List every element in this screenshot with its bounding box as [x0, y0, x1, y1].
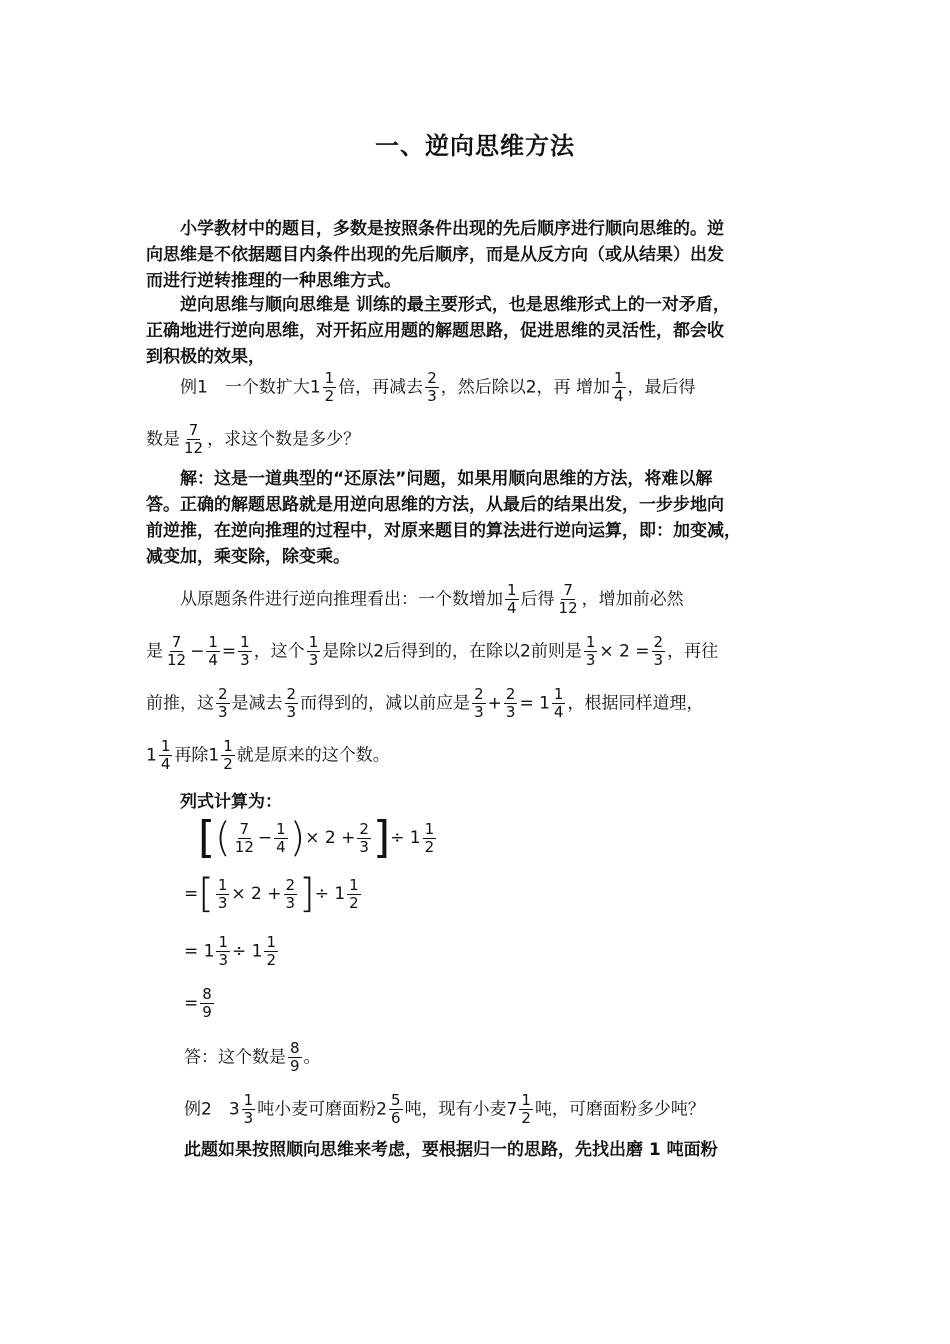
reason-line3	[146, 686, 703, 721]
text-run: 是除以2后得到的，在除以2前则是	[322, 641, 582, 662]
denominator: 2	[424, 837, 435, 856]
operator: = 1	[519, 693, 550, 714]
fraction	[519, 1092, 533, 1127]
numerator: 1	[266, 933, 277, 951]
fraction	[221, 738, 235, 773]
denominator: 2	[266, 951, 277, 969]
operator: +	[487, 693, 502, 714]
denominator: 6	[391, 1109, 401, 1127]
text-run: 答：这个数是	[184, 1047, 286, 1068]
text-run: 例2 3	[184, 1099, 240, 1120]
denominator: 3	[505, 703, 516, 721]
denominator: 2	[349, 893, 359, 912]
text-run: ，求这个数是多少？	[207, 429, 361, 450]
numerator: 1	[424, 819, 435, 838]
operator: ÷ 1	[314, 884, 346, 904]
text-line: 逆向思维与顺向思维是 训练的最主要形式，也是思维形式上的一对矛盾，	[180, 295, 730, 315]
denominator: 3	[474, 703, 484, 721]
text-run: ，增加前必然	[581, 589, 684, 610]
denominator: 3	[308, 651, 319, 669]
numerator: 1	[585, 633, 596, 651]
numerator: 1	[521, 1091, 531, 1109]
numerator: 1	[217, 875, 228, 894]
page-title: 一、逆向思维方法	[375, 132, 575, 160]
numerator: 2	[286, 685, 297, 703]
fraction	[216, 877, 230, 912]
denominator: 3	[243, 1109, 254, 1127]
numerator: 7	[239, 819, 250, 838]
fraction	[200, 986, 214, 1021]
fraction	[557, 582, 580, 617]
text-run: 是	[146, 641, 163, 662]
denominator: 2	[324, 387, 335, 405]
calc-step4	[184, 986, 216, 1021]
text-run: 而得到的，减以前应是	[300, 693, 471, 714]
denominator: 4	[208, 651, 218, 669]
text-line: 解：这是一道典型的“还原法”问题，如果用顺向思维的方法，将难以解	[180, 469, 713, 489]
text-line: 前逆推，在逆向推理的过程中，对原来题目的算法进行逆向运算，即：加变减，	[146, 521, 741, 541]
denominator: 3	[585, 651, 596, 669]
fraction	[264, 934, 278, 969]
denominator: 3	[286, 703, 297, 721]
operator: −	[190, 641, 205, 662]
operator: ÷ 1	[390, 828, 421, 848]
fraction	[425, 370, 439, 405]
fraction	[159, 738, 173, 773]
text-line: 正确地进行逆向思维，对开拓应用题的解题思路，促进思维的灵活性，都会收	[146, 321, 724, 341]
numerator: 1	[223, 737, 233, 755]
numerator: 2	[653, 633, 664, 651]
denominator: 3	[240, 651, 250, 669]
denominator: 3	[427, 387, 437, 405]
text-run: 吨小麦可磨面粉2	[257, 1099, 388, 1120]
numerator: 8	[290, 1039, 300, 1057]
text-run: 后得	[520, 589, 555, 610]
operator: =	[184, 884, 199, 904]
fraction	[242, 1092, 256, 1127]
numerator: 2	[505, 685, 516, 703]
answer-line	[184, 1040, 321, 1075]
operator: =	[221, 641, 237, 662]
fraction	[233, 821, 256, 856]
text-line: 减变加，乘变除，除变乘。	[146, 547, 350, 567]
denominator: 3	[285, 893, 296, 912]
fraction	[285, 686, 299, 721]
denominator: 12	[558, 599, 578, 617]
operator: = 1	[184, 941, 215, 962]
numerator: 1	[160, 737, 171, 755]
fraction	[274, 821, 288, 856]
text-run: 再除1	[174, 745, 220, 766]
fraction	[612, 370, 626, 405]
operator: × 2 +	[305, 828, 356, 848]
denominator: 4	[507, 599, 517, 617]
fraction	[216, 686, 230, 721]
text-run: 。	[303, 1047, 321, 1068]
denominator: 4	[160, 755, 171, 773]
denominator: 2	[223, 755, 233, 773]
fraction	[347, 877, 361, 912]
fraction	[206, 634, 220, 669]
numerator: 1	[218, 933, 229, 951]
text-run: 数是	[146, 429, 180, 450]
text-run: 倍，再减去	[338, 377, 424, 398]
fraction	[165, 634, 188, 669]
numerator: 2	[218, 685, 228, 703]
numerator: 1	[240, 633, 250, 651]
numerator: 7	[171, 633, 182, 651]
calc-step3	[184, 934, 280, 969]
text-run: ，再往	[667, 641, 719, 662]
fraction	[584, 634, 598, 669]
fraction	[472, 686, 486, 721]
text-line: 小学教材中的题目，多数是按照条件出现的先后顺序进行顺向思维的。逆	[180, 219, 724, 239]
denominator: 3	[218, 703, 228, 721]
fraction	[238, 634, 252, 669]
paragraph-importance	[146, 292, 810, 370]
fraction	[423, 821, 437, 856]
denominator: 2	[521, 1109, 531, 1127]
text-run: 1	[146, 745, 157, 766]
last-line: 此题如果按照顺向思维来考虑，要根据归一的思路，先找出磨 1 吨面粉	[184, 1140, 718, 1160]
numerator: 2	[427, 369, 437, 387]
calc-step1: [( $\frac{7}{12}$ − $\frac{1}{4}$ )× 2 + $\frac{2}{3}$ ]÷ 1 $\frac{1}{2}$	[198, 812, 435, 863]
operator: =	[184, 993, 199, 1014]
text-line: 到积极的效果，	[146, 347, 265, 367]
text-line: 向思维是不依据题目内条件出现的先后顺序，而是从反方向（或从结果）出发	[146, 245, 724, 265]
numerator: 1	[324, 369, 335, 387]
fraction	[284, 877, 298, 912]
numerator: 7	[563, 581, 573, 599]
fraction	[652, 634, 666, 669]
numerator: 2	[285, 875, 296, 894]
text-run: ，这个	[253, 641, 305, 662]
denominator: 3	[653, 651, 664, 669]
denominator: 4	[613, 387, 624, 405]
example2-line	[184, 1092, 705, 1127]
text-run: 例1 一个数扩大1	[180, 377, 321, 398]
numerator: 1	[208, 633, 218, 651]
denominator: 4	[553, 703, 564, 721]
numerator: 1	[349, 875, 359, 894]
text-run: ，根据同样道理，	[567, 693, 704, 714]
fraction	[389, 1092, 403, 1127]
denominator: 3	[217, 893, 228, 912]
fraction	[357, 821, 371, 856]
denominator: 9	[202, 1003, 212, 1021]
text-run: 吨，现有小麦7	[404, 1099, 518, 1120]
fraction	[216, 934, 230, 969]
numerator: 1	[553, 685, 564, 703]
numerator: 1	[507, 581, 517, 599]
text-run: ，然后除以2，再 增加	[440, 377, 610, 398]
operator: ÷ 1	[232, 941, 263, 962]
reason-line1	[180, 582, 684, 617]
example1-line1	[180, 370, 696, 405]
numerator: 2	[474, 685, 484, 703]
reason-line2	[146, 634, 718, 669]
text-run: 从原题条件进行逆向推理看出：一个数增加	[180, 589, 503, 610]
denominator: 12	[234, 837, 254, 856]
numerator: 8	[202, 985, 212, 1003]
text-run: 是减去	[231, 693, 283, 714]
paragraph-solution	[146, 466, 810, 570]
text-run: 就是原来的这个数。	[236, 745, 390, 766]
numerator: 5	[391, 1091, 401, 1109]
fraction	[504, 686, 518, 721]
denominator: 12	[184, 439, 204, 457]
denominator: 4	[276, 837, 286, 856]
numerator: 7	[188, 421, 199, 439]
example1-line2	[146, 422, 360, 457]
operator: × 2 +	[231, 884, 282, 904]
text-line: 答。正确的解题思路就是用逆向思维的方法，从最后的结果出发，一步步地向	[146, 495, 724, 515]
denominator: 3	[218, 951, 229, 969]
denominator: 9	[290, 1057, 300, 1075]
fraction	[307, 634, 321, 669]
operator: × 2 =	[599, 641, 650, 662]
fraction	[182, 422, 205, 457]
numerator: 1	[243, 1091, 254, 1109]
calc-step2: =[ $\frac{1}{3}$ × 2 + $\frac{2}{3}$ ]÷ 1 $\frac{1}{2}$	[184, 871, 359, 917]
text-run: ，最后得	[627, 377, 696, 398]
text-run: 吨，可磨面粉多少吨？	[534, 1099, 705, 1120]
fraction	[505, 582, 519, 617]
fraction	[323, 370, 337, 405]
text-run: 前推，这	[146, 693, 214, 714]
numerator: 2	[359, 819, 369, 838]
numerator: 1	[613, 369, 624, 387]
fraction	[288, 1040, 302, 1075]
paragraph-intro	[146, 216, 810, 294]
operator: −	[257, 828, 273, 848]
fraction	[552, 686, 566, 721]
numerator: 1	[276, 819, 286, 838]
reason-line4	[146, 738, 390, 773]
calc-heading: 列式计算为：	[180, 792, 282, 812]
numerator: 1	[308, 633, 319, 651]
denominator: 3	[359, 837, 369, 856]
denominator: 12	[167, 651, 187, 669]
text-line: 而进行逆转推理的一种思维方式。	[146, 271, 401, 291]
